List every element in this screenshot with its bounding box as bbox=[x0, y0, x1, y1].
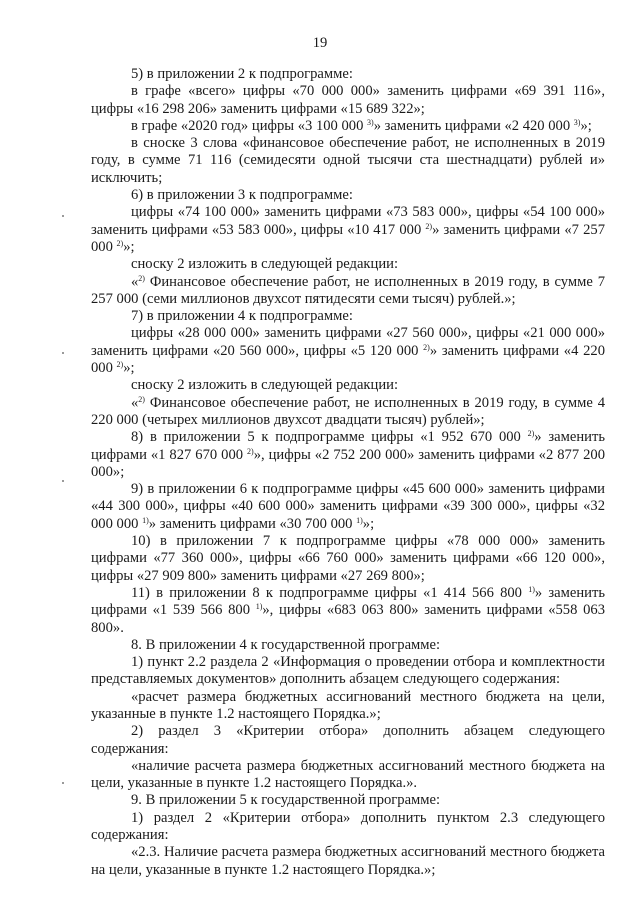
paragraph bbox=[91, 83, 605, 118]
footnote-marker: 1) bbox=[255, 602, 263, 612]
text-run: сноску 2 изложить в следующей редакции: bbox=[131, 256, 399, 273]
paragraph bbox=[91, 135, 605, 187]
document-body bbox=[91, 66, 605, 879]
paragraph bbox=[91, 377, 605, 394]
paragraph bbox=[91, 844, 605, 879]
paragraph bbox=[91, 481, 605, 533]
text-run: цифры «74 100 000» заменить цифрами «73 583 000», цифры «54 100 000» заменить цифрами «53 583 000», цифры «10 417 000 bbox=[91, 204, 605, 238]
text-run: 5) в приложении 2 к подпрограмме: bbox=[131, 66, 353, 82]
text-run: »; bbox=[123, 238, 135, 255]
paragraph bbox=[91, 274, 605, 309]
text-run: 9) в приложении 6 к подпрограмме цифры «45 600 000» заменить цифрами «44 300 000», цифры «40 600 000» заменить цифрами «39 300 000», цифры «32 000 000 bbox=[91, 481, 605, 532]
scan-mark bbox=[62, 782, 64, 784]
page-number: 19 bbox=[312, 35, 328, 51]
text-run: Финансовое обеспечение работ, не исполненных в 2019 году, в сумме 7 257 000 (семи миллионов двухсот пятидесяти семи тысяч) рублей.»; bbox=[91, 273, 605, 307]
paragraph bbox=[91, 792, 605, 809]
paragraph bbox=[91, 187, 605, 204]
text-run: «наличие расчета размера бюджетных ассигнований местного бюджета на цели, указанные в пункте 1.2 настоящего Порядка.». bbox=[91, 757, 605, 792]
footnote-marker: 1) bbox=[142, 515, 149, 525]
footnote-marker: 2) bbox=[527, 429, 535, 439]
text-run: 9. В приложении 5 к государственной программе: bbox=[131, 792, 441, 809]
footnote-marker: 3) bbox=[573, 117, 581, 127]
text-run: в сноске 3 слова «финансовое обеспечение работ, не исполненных в 2019 году, в сумме 71 116 (семидесяти одной тысячи ста шестнадцати) рублей и» исключить; bbox=[91, 135, 605, 186]
text-run: 7) в приложении 4 к подпрограмме: bbox=[131, 308, 353, 325]
footnote-marker: 2) bbox=[247, 446, 254, 456]
paragraph bbox=[91, 585, 605, 637]
text-run: » заменить цифрами «4 220 000 bbox=[91, 342, 605, 377]
text-run: 8. В приложении 4 к государственной программе: bbox=[131, 636, 441, 653]
text-run: » заменить цифрами «2 420 000 bbox=[373, 117, 574, 134]
footnote-marker: 3) bbox=[367, 117, 374, 127]
paragraph bbox=[91, 66, 605, 83]
footnote-marker: 2) bbox=[116, 238, 124, 248]
paragraph bbox=[91, 533, 605, 585]
text-run: 8) в приложении 5 к подпрограмме цифры «1 952 670 000 bbox=[131, 429, 528, 446]
text-run: »; bbox=[123, 360, 135, 377]
text-run: « bbox=[131, 273, 139, 290]
text-run: сноску 2 изложить в следующей редакции: bbox=[131, 377, 399, 394]
paragraph bbox=[91, 689, 605, 724]
text-run: »; bbox=[580, 117, 592, 134]
paragraph bbox=[91, 204, 605, 256]
text-run: 1) раздел 2 «Критерии отбора» дополнить пунктом 2.3 следующего содержания: bbox=[91, 809, 605, 844]
text-run: 10) в приложении 7 к подпрограмме цифры «78 000 000» заменить цифрами «77 360 000», цифры «66 760 000» заменить цифрами «66 120 000», цифры «27 909 800» заменить цифрами «27 269 800»; bbox=[91, 533, 605, 584]
text-run: 2) раздел 3 «Критерии отбора» дополнить абзацем следующего содержания: bbox=[91, 723, 605, 757]
paragraph bbox=[91, 395, 605, 430]
scan-mark bbox=[62, 480, 64, 482]
text-run: «2.3. Наличие расчета размера бюджетных ассигнований местного бюджета на цели, указанные в пункте 1.2 настоящего Порядка.»; bbox=[91, 844, 605, 878]
text-run: 1) пункт 2.2 раздела 2 «Информация о проведении отбора и комплектности представляемых документов» дополнить абзацем следующего содержания: bbox=[91, 654, 605, 688]
text-run: » заменить цифрами «7 257 000 bbox=[91, 221, 605, 255]
paragraph bbox=[91, 118, 605, 135]
text-run: в графе «2020 год» цифры «3 100 000 bbox=[131, 117, 368, 134]
paragraph bbox=[91, 758, 605, 793]
text-run: 11) в приложении 8 к подпрограмме цифры «1 414 566 800 bbox=[131, 584, 529, 601]
text-run: 6) в приложении 3 к подпрограмме: bbox=[131, 187, 353, 204]
text-run: » заменить цифрами «1 827 670 000 bbox=[91, 429, 605, 463]
footnote-marker: 2) bbox=[425, 221, 433, 231]
text-run: » заменить цифрами «30 700 000 bbox=[148, 515, 357, 532]
footnote-marker: 2) bbox=[116, 360, 124, 370]
footnote-marker: 2) bbox=[423, 342, 430, 352]
paragraph bbox=[91, 723, 605, 758]
paragraph bbox=[91, 429, 605, 481]
paragraph bbox=[91, 810, 605, 845]
paragraph bbox=[91, 654, 605, 689]
paragraph bbox=[91, 637, 605, 654]
text-run: цифры «28 000 000» заменить цифрами «27 560 000», цифры «21 000 000» заменить цифрами «20 560 000», цифры «5 120 000 bbox=[91, 325, 605, 359]
scan-mark bbox=[62, 215, 64, 217]
text-run: », цифры «2 752 200 000» заменить цифрами «2 877 200 000»; bbox=[91, 446, 605, 480]
text-run: «расчет размера бюджетных ассигнований местного бюджета на цели, указанные в пункте 1.2 настоящего Порядка.»; bbox=[91, 688, 605, 722]
footnote-marker: 2) bbox=[138, 394, 145, 404]
paragraph bbox=[91, 308, 605, 325]
footnote-marker: 2) bbox=[138, 273, 145, 283]
footnote-marker: 1) bbox=[528, 584, 535, 594]
footnote-marker: 1) bbox=[356, 515, 363, 525]
paragraph bbox=[91, 256, 605, 273]
text-run: » заменить цифрами «1 539 566 800 bbox=[91, 584, 605, 619]
scan-mark bbox=[62, 352, 64, 354]
text-run: Финансовое обеспечение работ, не исполненных в 2019 году, в сумме 4 220 000 (четырех миллионов двухсот двадцати тысяч) рублей»; bbox=[91, 394, 605, 428]
text-run: в графе «всего» цифры «70 000 000» заменить цифрами «69 391 116», цифры «16 298 206» заменить цифрами «15 689 322»; bbox=[91, 83, 605, 117]
text-run: », цифры «683 063 800» заменить цифрами «558 063 800». bbox=[91, 602, 605, 636]
paragraph bbox=[91, 325, 605, 377]
text-run: »; bbox=[362, 515, 375, 532]
text-run: « bbox=[131, 394, 139, 411]
